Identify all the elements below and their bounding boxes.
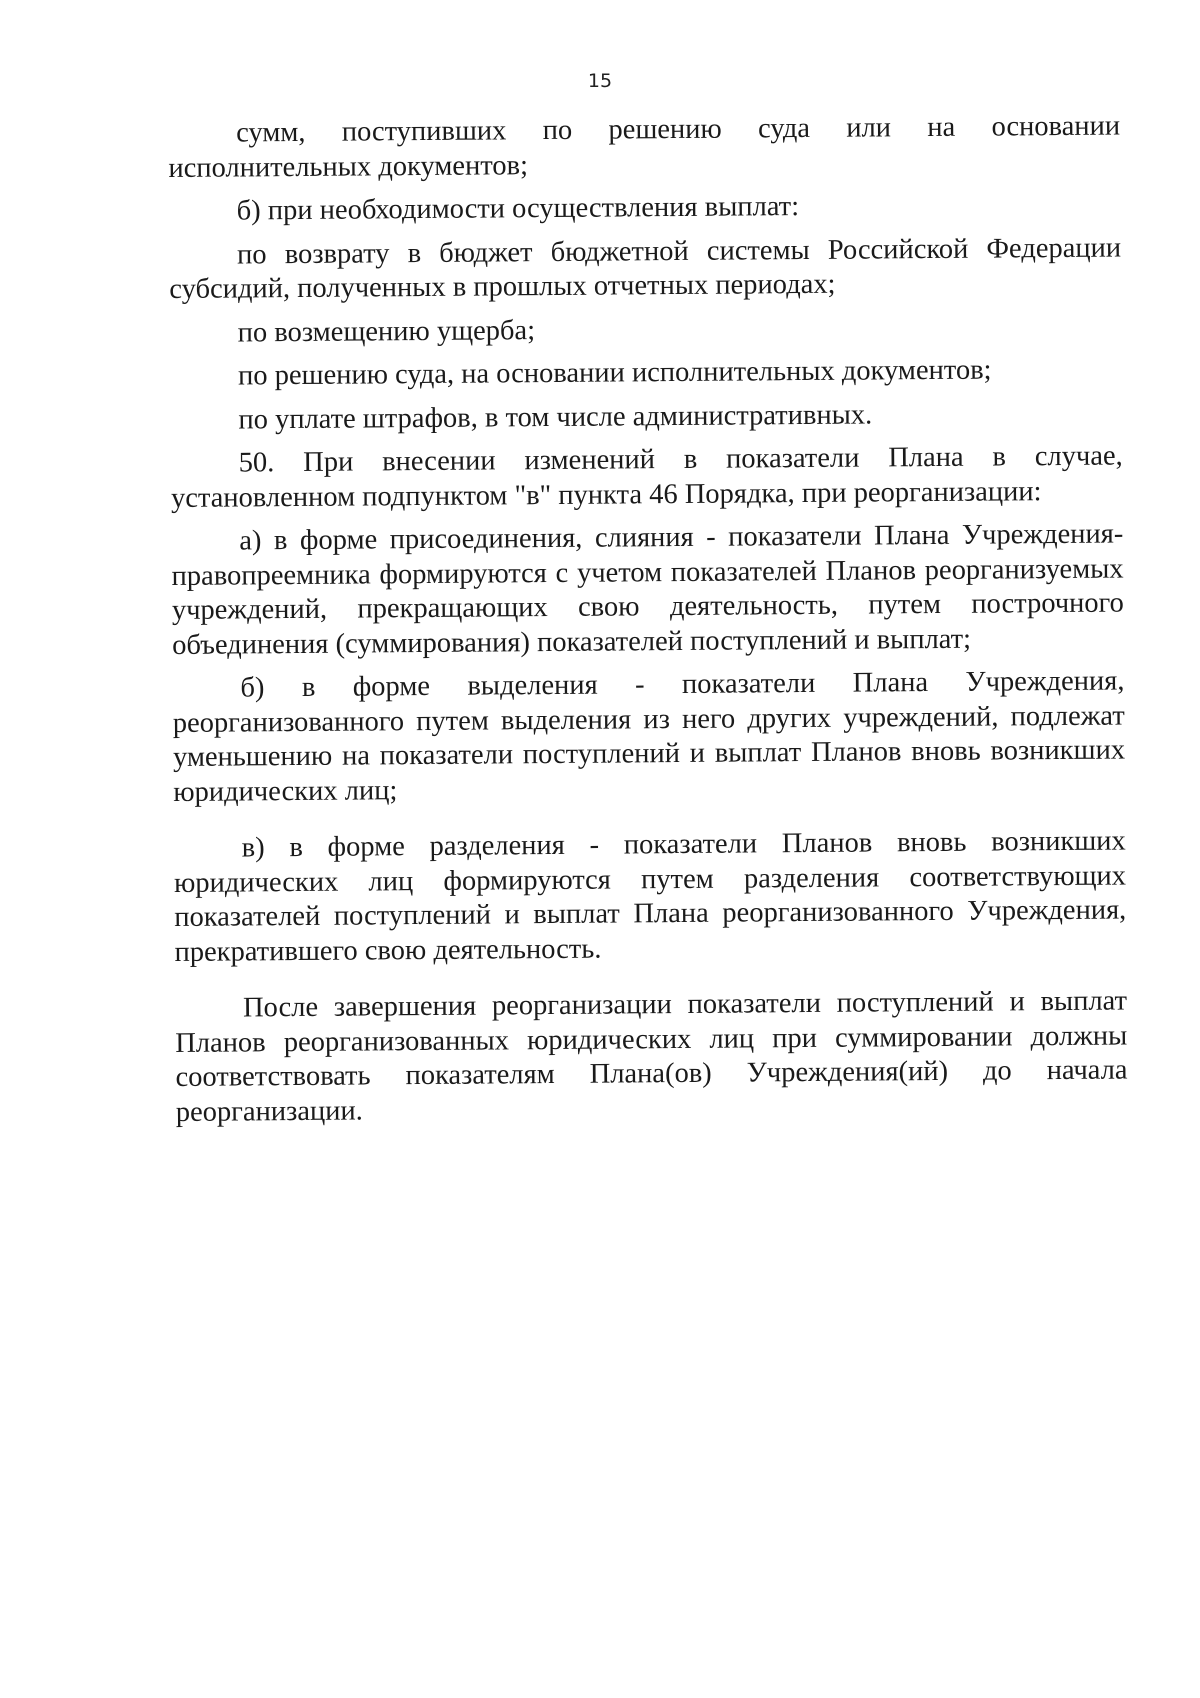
paragraph-after-reorganization: После завершения реорганизации показатели поступлений и выплат Планов реорганизованных юридических лиц при суммировании должны соответствовать показателям Плана(ов) Учреждения(ий) до начала реорганизации.	[175, 985, 1128, 1128]
paragraph-c-division: в) в форме разделения - показатели Планов вновь возникших юридических лиц формируются путем разделения соответствующих показателей поступлений и выплат Плана реорганизованного Учреждения, прекратившего свою деятельность.	[173, 825, 1127, 968]
paragraph-a-merger: а) в форме присоединения, слияния - показатели Плана Учреждения-правопреемника формируются с учетом показателей Планов реорганизуемых учреждений, прекращающих свою деятельность, путем построчного объединения (суммирования) показателей поступлений и выплат;	[171, 518, 1124, 661]
paragraph-court-decision: по решению суда, на основании исполнительных документов;	[237, 354, 992, 392]
paragraph-return-subsidies: по возврату в бюджет бюджетной системы Российской Федерации субсидий, полученных в прошлых отчетных периодах;	[169, 232, 1122, 305]
paragraph-damage-compensation: по возмещению ущерба;	[237, 314, 536, 348]
page-number: 15	[587, 70, 613, 92]
paragraph-b-payments: б) при необходимости осуществления выплат:	[236, 191, 800, 227]
document-body	[168, 110, 1128, 1130]
paragraph-fines: по уплате штрафов, в том числе административных.	[238, 398, 873, 435]
paragraph-amounts-court: сумм, поступивших по решению суда или на основании исполнительных документов;	[168, 110, 1121, 184]
paragraph-item-50: 50. При внесении изменений в показатели Плана в случае, установленном подпунктом "в" пункта 46 Порядка, при реорганизации:	[170, 440, 1123, 514]
paragraph-b-separation: б) в форме выделения - показатели Плана Учреждения, реорганизованного путем выделения из него других учреждений, подлежат уменьшению на показатели поступлений и выплат Планов вновь возникших юридических лиц;	[172, 665, 1126, 808]
